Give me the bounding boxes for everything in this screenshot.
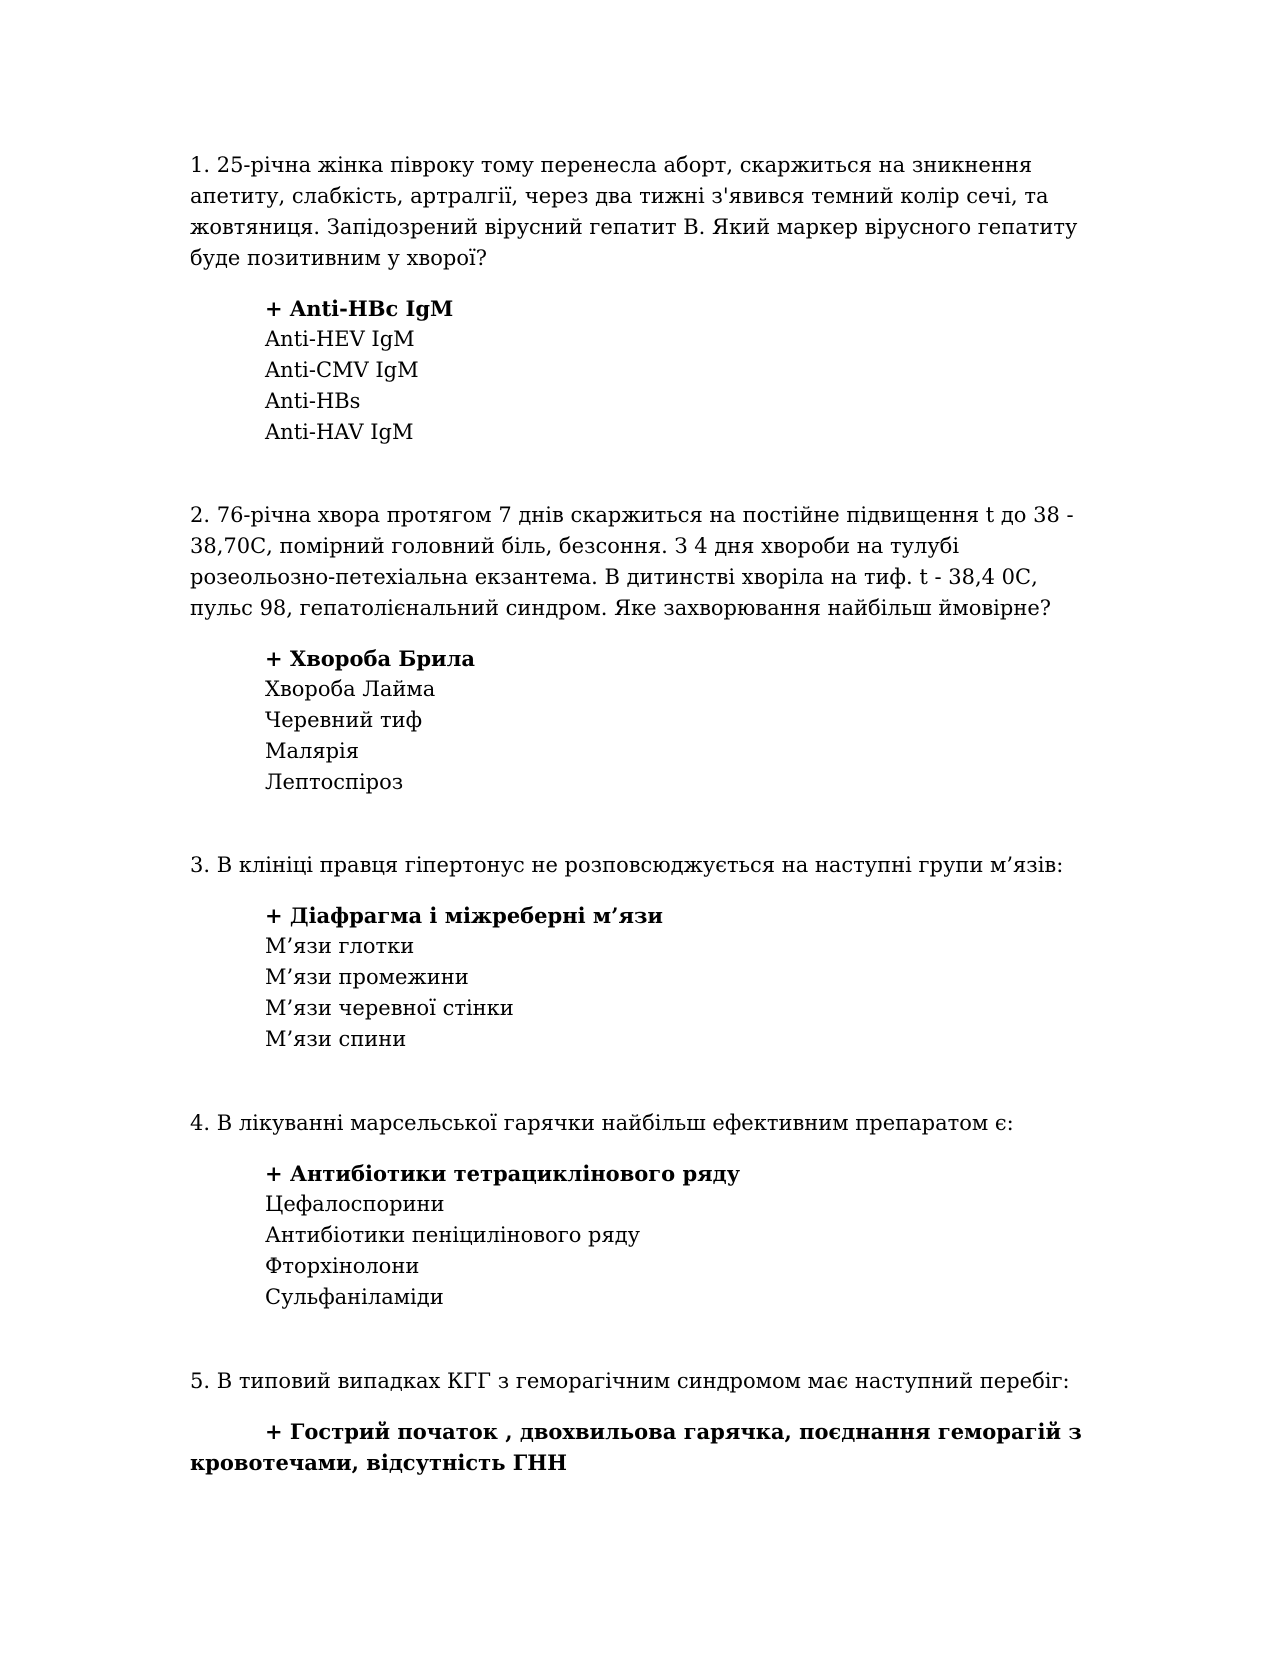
answer-option: Цефалоспорини bbox=[265, 1192, 445, 1216]
question-1-answers bbox=[190, 293, 1095, 448]
answer-option: Лептоспіроз bbox=[265, 770, 404, 794]
answer-option: Anti-CMV IgM bbox=[265, 358, 419, 382]
correct-answer: + Гострий початок , двохвильова гарячка, поєднання геморагій з кровотечами, відсутність ГНН bbox=[190, 1419, 1082, 1475]
question-4-text: 4. В лікуванні марсельської гарячки найбільш ефективним препаратом є: bbox=[190, 1111, 1014, 1135]
question-4-answers bbox=[190, 1158, 1095, 1313]
correct-answer: + Anti-HBc IgM bbox=[265, 296, 454, 321]
question-5-text: 5. В типовий випадках КГГ з геморагічним синдромом має наступний перебіг: bbox=[190, 1369, 1070, 1393]
question-2 bbox=[190, 500, 1095, 798]
answer-option: М’язи черевної стінки bbox=[265, 996, 514, 1020]
answer-option: Малярія bbox=[265, 739, 360, 763]
question-4 bbox=[190, 1108, 1095, 1313]
question-3-answers bbox=[190, 900, 1095, 1055]
question-1 bbox=[190, 150, 1095, 448]
question-1-text: 1. 25-річна жінка півроку тому перенесла аборт, скаржиться на зникнення апетиту, слабкість, артралгії, через два тижні з'явився темний колір сечі, та жовтяниця. Запідозрений вірусний гепатит В. Який маркер вірусного гепатиту буде позитивним у хворої? bbox=[190, 153, 1078, 270]
question-2-answers bbox=[190, 643, 1095, 798]
answer-option: Хвороба Лайма bbox=[265, 677, 436, 701]
answer-option: М’язи глотки bbox=[265, 934, 415, 958]
answer-option: Черевний тиф bbox=[265, 708, 423, 732]
question-2-text: 2. 76-річна хвора протягом 7 днів скаржиться на постійне підвищення t до 38 - 38,70С, помірний головний біль, безсоння. З 4 дня хвороби на тулубі розеольозно-петехіальна екзантема. В дитинстві хворіла на тиф. t - 38,4 0С, пульс 98, гепатолієнальний синдром. Яке захворювання найбільш ймовірне? bbox=[190, 503, 1074, 620]
correct-answer: + Діафрагма і міжреберні м’язи bbox=[265, 903, 663, 928]
question-3 bbox=[190, 850, 1095, 1055]
answer-option: Фторхінолони bbox=[265, 1254, 420, 1278]
answer-option: Антибіотики пеніцилінового ряду bbox=[265, 1223, 641, 1247]
answer-option: М’язи промежини bbox=[265, 965, 469, 989]
answer-option: Anti-HAV IgM bbox=[265, 420, 414, 444]
answer-option: Anti-HEV IgM bbox=[265, 327, 415, 351]
correct-answer: + Антибіотики тетрациклінового ряду bbox=[265, 1161, 741, 1186]
answer-option: Сульфаніламіди bbox=[265, 1285, 444, 1309]
correct-answer: + Хвороба Брила bbox=[265, 646, 476, 671]
answer-option: Anti-HBs bbox=[265, 389, 361, 413]
answer-option: М’язи спини bbox=[265, 1027, 407, 1051]
question-3-text: 3. В клініці правця гіпертонус не розповсюджується на наступні групи м’язів: bbox=[190, 853, 1064, 877]
question-5 bbox=[190, 1366, 1095, 1478]
